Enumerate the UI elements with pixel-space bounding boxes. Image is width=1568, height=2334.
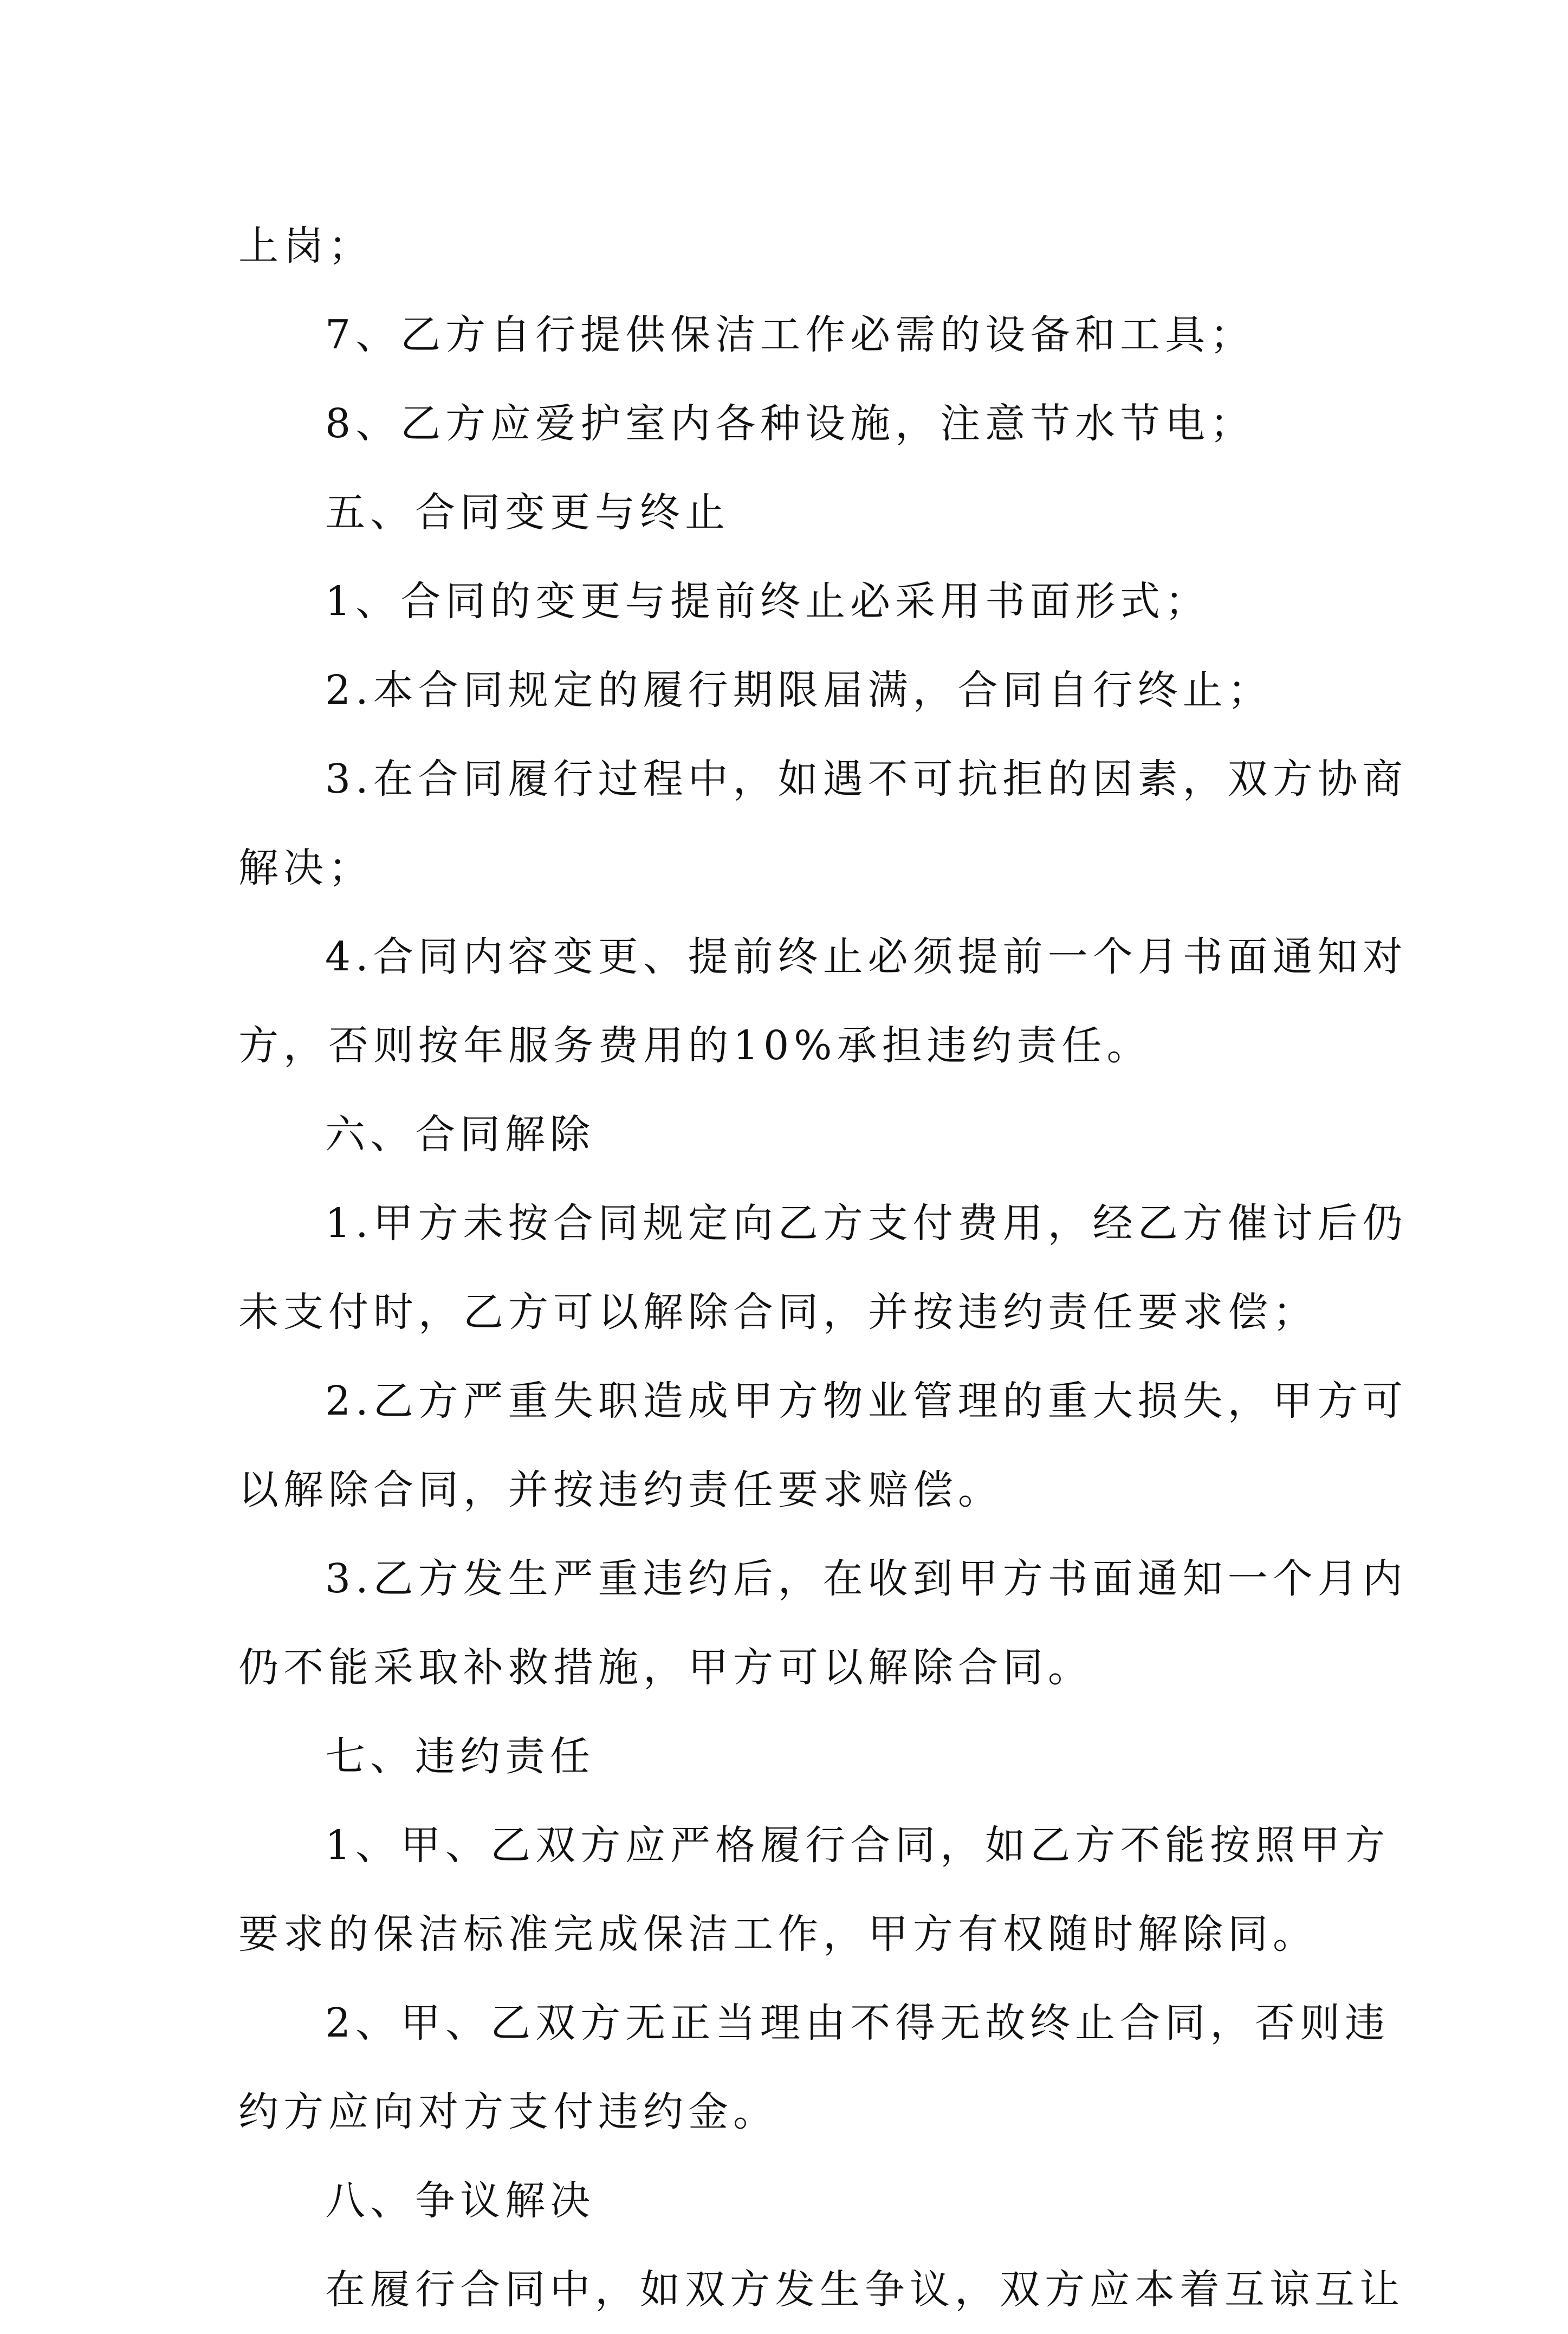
text-line: 3.在合同履行过程中，如遇不可抗拒的因素，双方协商: [325, 756, 1408, 802]
text-line: 约方应向对方支付违约金。: [238, 2089, 778, 2135]
text-line: 8、乙方应爱护室内各种设施，注意节水节电；: [325, 400, 1255, 447]
text-line: 以解除合同，并按违约责任要求赔偿。: [238, 1467, 1003, 1513]
text-line: 3.乙方发生严重违约后，在收到甲方书面通知一个月内: [325, 1555, 1408, 1602]
text-line: 1、甲、乙双方应严格履行合同，如乙方不能按照甲方: [325, 1822, 1390, 1869]
text-line: 未支付时，乙方可以解除合同，并按违约责任要求偿；: [238, 1289, 1318, 1335]
section-heading: 七、违约责任: [325, 1733, 595, 1780]
text-line: 方，否则按年服务费用的10%承担违约责任。: [238, 1022, 1152, 1069]
text-line: 7、乙方自行提供保洁工作必需的设备和工具；: [325, 312, 1255, 358]
text-line: 仍不能采取补救措施，甲方可以解除合同。: [238, 1644, 1093, 1691]
text-line: 上岗；: [238, 223, 373, 269]
text-line: 在履行合同中，如双方发生争议，双方应本着互谅互让: [325, 2266, 1404, 2313]
document-body: [238, 202, 1408, 2334]
section-heading: 六、合同解除: [325, 1111, 595, 1158]
text-line: 2.乙方严重失职造成甲方物业管理的重大损失，甲方可: [325, 1378, 1408, 1424]
text-line: 1.甲方未按合同规定向乙方支付费用，经乙方催讨后仍: [325, 1200, 1408, 1247]
text-line: 2、甲、乙双方无正当理由不得无故终止合同，否则违: [325, 2000, 1390, 2046]
text-line: 1、合同的变更与提前终止必采用书面形式；: [325, 578, 1210, 625]
text-line: 4.合同内容变更、提前终止必须提前一个月书面通知对: [325, 933, 1408, 980]
text-line: 2.本合同规定的履行期限届满，合同自行终止；: [325, 667, 1273, 714]
text-line: 要求的保洁标准完成保洁工作，甲方有权随时解除同。: [238, 1911, 1318, 1957]
section-heading: 八、争议解决: [325, 2177, 595, 2224]
section-heading: 五、合同变更与终止: [325, 489, 730, 536]
text-line: 解决；: [238, 845, 373, 891]
